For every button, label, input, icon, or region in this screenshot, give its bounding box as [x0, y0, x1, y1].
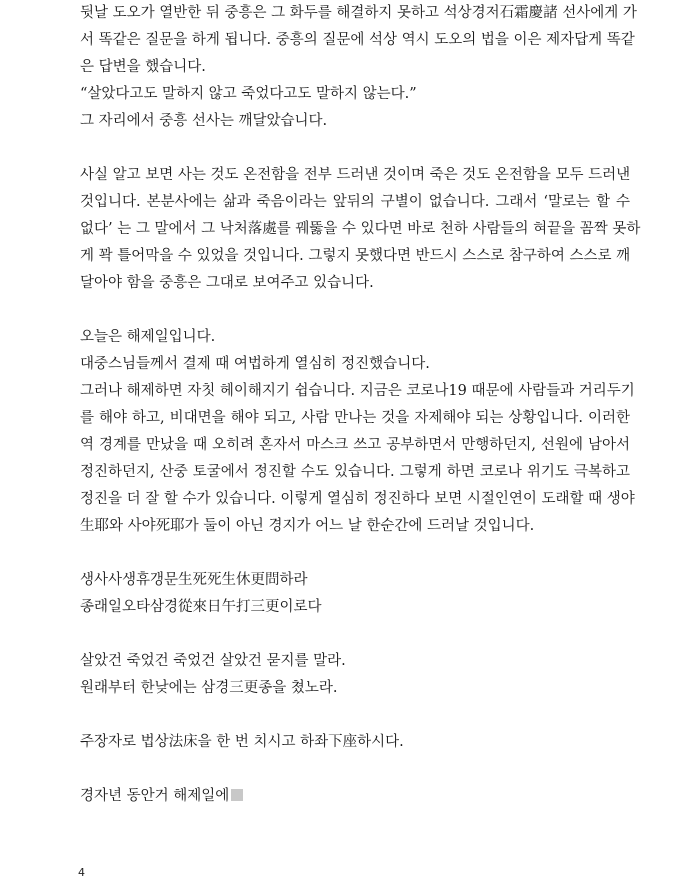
text-line: 달아야 함을 중흥은 그대로 보여주고 있습니다. — [80, 275, 374, 291]
text-line: 生耶와 사야死耶가 둘이 아닌 경지가 어느 날 한순간에 드러날 것입니다. — [80, 518, 535, 534]
text-line: 없다’ 는 그 말에서 그 낙처落處를 꿰뚫을 수 있다면 바로 천하 사람들의 혀끝을 꼼짝 못하 — [80, 221, 641, 237]
text-line: 그러나 해제하면 자칫 헤이해지기 쉽습니다. 지금은 코로나19 때문에 사람들과 거리두기 — [80, 383, 635, 399]
text-line: 오늘은 해제일입니다. — [80, 329, 216, 345]
text-line: 게 꽉 틀어막을 수 있었을 것입니다. 그렇지 못했다면 반드시 스스로 참구하여 스스로 깨 — [80, 248, 631, 264]
verse — [80, 567, 630, 621]
text-line: 뒷날 도오가 열반한 뒤 중흥은 그 화두를 해결하지 못하고 석상경저石霜慶諸 선사에게 가 — [80, 5, 637, 21]
quote-line: “살았다고도 말하지 않고 죽었다고도 말하지 않는다.” — [80, 86, 417, 102]
text-line: 은 답변을 했습니다. — [80, 59, 206, 75]
document-body — [80, 0, 641, 810]
date-line — [80, 783, 630, 810]
closing-action — [80, 729, 630, 756]
text-line: 역 경계를 만났을 때 오히려 혼자서 마스크 쓰고 공부하면서 만행하던지, 선원에 남아서 — [80, 437, 630, 453]
page-number: 4 — [78, 866, 85, 879]
text-line: 주장자로 법상法床을 한 번 치시고 하좌下座하시다. — [80, 734, 404, 750]
verse-translation-line: 원래부터 한낮에는 삼경三更종을 쳤노라. — [80, 680, 338, 696]
text-line: 대중스님들께서 결제 때 여법하게 열심히 정진했습니다. — [80, 356, 430, 372]
placeholder-box-icon — [231, 789, 243, 801]
text-line: 서 똑같은 질문을 하게 됩니다. 중흥의 질문에 석상 역시 도오의 법을 이은 제자답게 똑같 — [80, 32, 635, 48]
text-line: 를 해야 하고, 비대면을 해야 되고, 사람 만나는 것을 자제해야 되는 상황입니다. 이러한 — [80, 410, 630, 426]
text-line: 것입니다. 본분사에는 삶과 죽음이라는 앞뒤의 구별이 없습니다. 그래서 ‘말로는 할 수 — [80, 194, 630, 210]
verse-line: 생사사생휴갱문生死死生休更問하라 — [80, 572, 308, 588]
verse-translation-line: 살았건 죽었건 죽었건 살았건 묻지를 말라. — [80, 653, 346, 669]
text-line: 사실 알고 보면 사는 것도 온전함을 전부 드러낸 것이며 죽은 것도 온전함을 모두 드러낸 — [80, 167, 631, 183]
verse-translation — [80, 648, 630, 702]
paragraph-2 — [80, 162, 641, 297]
text-line: 정진을 더 잘 할 수가 있습니다. 이렇게 열심히 정진하다 보면 시절인연이 도래할 때 생야 — [80, 491, 635, 507]
paragraph-3 — [80, 324, 635, 540]
text-line: 그 자리에서 중흥 선사는 깨달았습니다. — [80, 113, 328, 129]
verse-line: 종래일오타삼경從來日午打三更이로다 — [80, 599, 322, 615]
text-line: 정진하던지, 산중 토굴에서 정진할 수도 있습니다. 그렇게 하면 코로나 위기도 극복하고 — [80, 464, 630, 480]
date-text: 경자년 동안거 해제일에 — [80, 788, 230, 804]
paragraph-1 — [80, 0, 637, 135]
